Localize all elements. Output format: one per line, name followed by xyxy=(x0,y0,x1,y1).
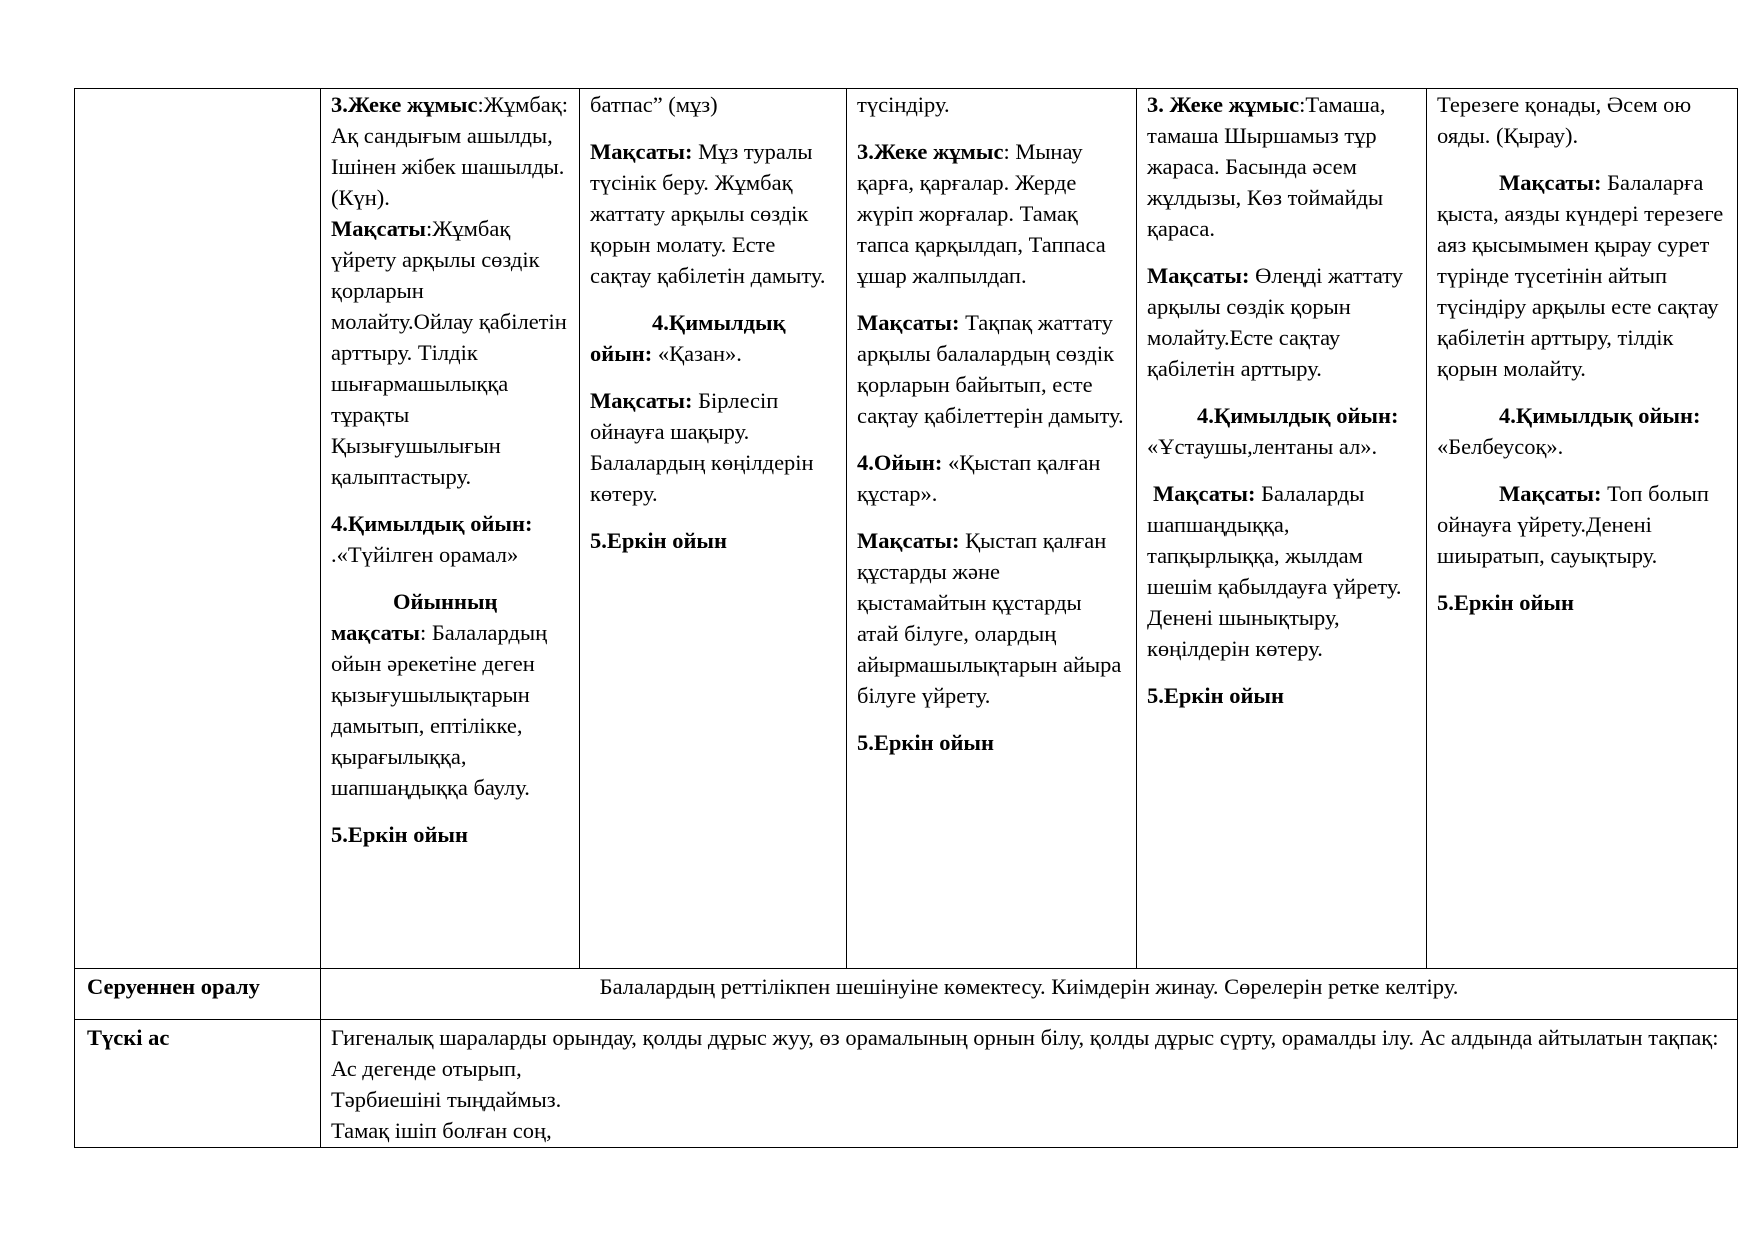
individual-work-paragraph xyxy=(1147,89,1416,244)
goal-heading: Мақсаты: xyxy=(590,388,693,413)
free-play-heading: 5.Еркін ойын xyxy=(1437,590,1574,615)
movement-game-heading: 4.Қимылдық ойын: xyxy=(1197,403,1399,428)
individual-work-heading: 3. Жеке жұмыс xyxy=(1147,92,1300,117)
movement-game-heading: 4.Қимылдық ойын: xyxy=(331,511,533,536)
daily-plan-table xyxy=(74,88,1738,1148)
game-name: «Қыстап қалған құстар». xyxy=(857,450,1101,506)
movement-game-heading: 4.Қимылдық ойын: xyxy=(590,310,786,366)
goal-text: Топ болып ойнауға үйрету.Денені шиыратып, сауықтыру. xyxy=(1437,481,1709,568)
riddle-end-text: Терезеге қонады, Әсем ою ояды. (Қырау). xyxy=(1437,92,1692,148)
free-play-paragraph xyxy=(331,819,569,850)
game-goal-paragraph xyxy=(857,525,1126,711)
game-name: «Белбеусоқ». xyxy=(1437,434,1564,459)
riddle-end-paragraph xyxy=(590,89,836,120)
goal-text: :Жұмбақ үйрету арқылы сөздік қорларын молайту.Ойлау қабілетін арттыру. Тілдік шығармашылыққа тұрақты Қызығушылығын қалыптастыру. xyxy=(331,216,567,489)
activities-label-cell xyxy=(75,89,321,969)
free-play-heading: 5.Еркін ойын xyxy=(1147,683,1284,708)
goal-paragraph xyxy=(1437,167,1727,384)
game-goal-paragraph xyxy=(331,586,569,803)
activities-row xyxy=(75,89,1738,969)
goal-heading: Мақсаты: xyxy=(590,139,693,164)
game-name: «Ұстаушы,лентаны ал». xyxy=(1147,434,1378,459)
tuesday-cell xyxy=(580,89,847,969)
game-goal-paragraph xyxy=(1147,478,1416,664)
goal-text: Тақпақ жаттату арқылы балалардың сөздік қорларын байытып, есте сақтау қабілеттерін дамыту. xyxy=(857,310,1124,428)
return-label: Серуеннен оралу xyxy=(75,969,321,1020)
goal-heading: Мақсаты: xyxy=(1499,481,1602,506)
lunch-cell xyxy=(321,1020,1738,1148)
lunch-label: Түскі ас xyxy=(75,1020,321,1148)
goal-paragraph xyxy=(590,136,836,291)
individual-work-heading: 3.Жеке жұмыс xyxy=(857,139,1004,164)
wednesday-cell xyxy=(847,89,1137,969)
thursday-cell xyxy=(1137,89,1427,969)
free-play-paragraph xyxy=(1147,680,1416,711)
movement-game-paragraph xyxy=(590,307,836,369)
free-play-paragraph xyxy=(1437,587,1727,618)
goal-text: Мұз туралы түсінік беру. Жұмбақ жаттату арқылы сөздік қорын молату. Есте сақтау қабілетін дамыту. xyxy=(590,139,826,288)
explanation-end-paragraph xyxy=(857,89,1126,120)
game-goal-heading: Ойынның мақсаты xyxy=(331,589,498,645)
goal-text: Бірлесіп ойнауға шақыру. Балалардың көңілдерін көтеру. xyxy=(590,388,814,506)
goal-heading: Мақсаты xyxy=(331,216,426,241)
movement-game-paragraph xyxy=(331,508,569,570)
lunch-line-2: Тәрбиешіні тыңдаймыз. xyxy=(331,1087,562,1112)
goal-text: Балаларды шапшаңдыққа, тапқырлыққа, жылдам шешім қабылдауға үйрету. Денені шынықтыру, көңілдерін көтеру. xyxy=(1147,481,1402,661)
game-heading: 4.Ойын: xyxy=(857,450,943,475)
return-text: Балалардың реттілікпен шешінуіне көмектесу. Киімдерін жинау. Сөрелерін ретке келтіру. xyxy=(321,969,1738,1020)
goal-paragraph xyxy=(1147,260,1416,384)
goal-text: Балаларға қыста, аязды күндері терезеге аяз қысымымен қырау сурет түрінде түсетінін айтып түсіндіру арқылы есте сақтау қабілетін арттыру, тілдік қорын молайту. xyxy=(1437,170,1724,381)
riddle-end-text: батпас” (мұз) xyxy=(590,92,718,117)
goal-heading: Мақсаты: xyxy=(1499,170,1602,195)
goal-text: Өлеңді жаттату арқылы сөздік қорын молайту.Есте сақтау қабілетін арттыру. xyxy=(1147,263,1404,381)
game-goal-text: : Балалардың ойын әрекетіне деген қызығушылықтарын дамытып, ептілікке, қырағылыққа, шапшаңдыққа баулу. xyxy=(331,620,548,800)
game-paragraph xyxy=(857,447,1126,509)
goal-heading: Мақсаты: xyxy=(1153,481,1256,506)
free-play-paragraph xyxy=(857,727,1126,758)
lunch-line-3: Тамақ ішіп болған соң, xyxy=(331,1118,552,1143)
goal-text: Қыстап қалған құстарды және қыстамайтын құстарды атай білуге, олардың айырмашылықтарын айыра білуге үйрету. xyxy=(857,528,1122,708)
game-goal-paragraph xyxy=(590,385,836,509)
riddle-end-paragraph xyxy=(1437,89,1727,151)
game-name: «Қазан». xyxy=(652,341,742,366)
lunch-line-1: Гигеналық шараларды орындау, қолды дұрыс жуу, өз орамалының орнын білу, қолды дұрыс сүрту, орамалды ілу. Ас алдында айтылатын тақпақ: Ас дегенде отырып, xyxy=(331,1025,1719,1081)
individual-work-paragraph xyxy=(857,136,1126,291)
free-play-heading: 5.Еркін ойын xyxy=(857,730,994,755)
free-play-paragraph xyxy=(590,525,836,556)
lunch-row xyxy=(75,1020,1738,1148)
movement-game-heading: 4.Қимылдық ойын: xyxy=(1499,403,1701,428)
rhyme-text: : Мынау қарға, қарғалар. Жерде жүріп жорғалар. Тамақ тапса қарқылдап, Таппаса ұшар жалпылдап. xyxy=(857,139,1106,288)
movement-game-paragraph xyxy=(1437,400,1727,462)
free-play-heading: 5.Еркін ойын xyxy=(331,822,468,847)
game-name: .«Түйілген орамал» xyxy=(331,542,519,567)
explanation-end-text: түсіндіру. xyxy=(857,92,950,117)
goal-heading: Мақсаты: xyxy=(857,528,960,553)
goal-heading: Мақсаты: xyxy=(1147,263,1250,288)
individual-work-heading: 3.Жеке жұмыс xyxy=(331,92,478,117)
return-from-walk-row xyxy=(75,969,1738,1020)
movement-game-paragraph xyxy=(1147,400,1416,462)
poem-text: :Тамаша, тамаша Шыршамыз тұр жараса. Басында әсем жұлдызы, Көз тоймайды қараса. xyxy=(1147,92,1386,241)
game-goal-paragraph xyxy=(1437,478,1727,571)
goal-paragraph xyxy=(857,307,1126,431)
individual-work-paragraph xyxy=(331,89,569,492)
free-play-heading: 5.Еркін ойын xyxy=(590,528,727,553)
friday-cell xyxy=(1427,89,1738,969)
goal-heading: Мақсаты: xyxy=(857,310,960,335)
monday-cell xyxy=(321,89,580,969)
riddle-text: :Жұмбақ: Ақ сандығым ашылды, Ішінен жібек шашылды. (Күн). xyxy=(331,92,568,210)
